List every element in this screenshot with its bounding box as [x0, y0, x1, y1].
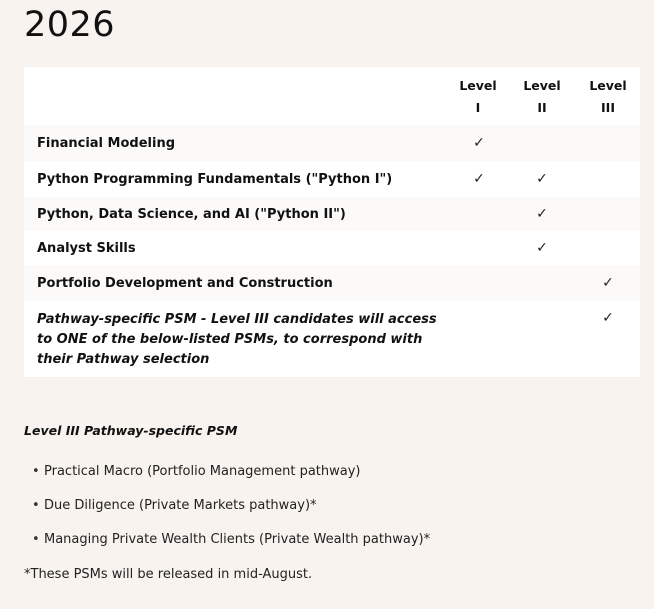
check-mark-icon: ✓ [536, 206, 548, 222]
list-item-text: Practical Macro (Portfolio Management pathway) [44, 464, 361, 479]
header-level-2-numeral: II [537, 100, 547, 115]
header-level-2-word: Level [523, 78, 561, 93]
row-label: Python Programming Fundamentals ("Python I") [37, 171, 393, 187]
list-item-text: Managing Private Wealth Clients (Private Wealth pathway)* [44, 532, 431, 547]
table-row [24, 197, 640, 231]
pathway-list [32, 462, 430, 564]
row-label: Portfolio Development and Construction [37, 275, 333, 291]
check-mark-icon: ✓ [602, 310, 614, 326]
list-item [32, 496, 430, 530]
list-item-text: Due Diligence (Private Markets pathway)* [44, 498, 317, 513]
bullet-icon: • [32, 532, 40, 547]
table-row [24, 231, 640, 265]
check-mark-icon: ✓ [473, 171, 485, 187]
bullet-icon: • [32, 464, 40, 479]
pathway-section-title: Level III Pathway-specific PSM [24, 423, 238, 438]
footnote: *These PSMs will be released in mid-August. [24, 567, 313, 582]
check-mark-icon: ✓ [602, 275, 614, 291]
row-label: Analyst Skills [37, 240, 136, 256]
header-level-1-numeral: I [475, 100, 481, 115]
bullet-icon: • [32, 498, 40, 513]
header-level-2 [512, 75, 572, 119]
row-label: Financial Modeling [37, 135, 175, 151]
list-item [32, 530, 430, 564]
header-level-1-word: Level [459, 78, 497, 93]
row-label: Pathway-specific PSM - Level III candidates will access to ONE of the below-listed PSMs, to correspond with their Pathway selection [37, 312, 437, 367]
page-title: 2026 [24, 5, 116, 45]
check-mark-icon: ✓ [536, 240, 548, 256]
list-item [32, 462, 430, 496]
table-header-row [24, 67, 640, 125]
check-mark-icon: ✓ [536, 171, 548, 187]
table-row [24, 125, 640, 161]
table-row [24, 161, 640, 197]
table-row [24, 265, 640, 301]
header-level-3-word: Level [589, 78, 627, 93]
header-level-3-numeral: III [601, 100, 615, 115]
psm-table [24, 67, 640, 377]
row-label: Python, Data Science, and AI ("Python II") [37, 206, 346, 222]
header-level-3 [578, 75, 638, 119]
header-level-1 [448, 75, 508, 119]
check-mark-icon: ✓ [473, 135, 485, 151]
table-row [24, 301, 640, 377]
